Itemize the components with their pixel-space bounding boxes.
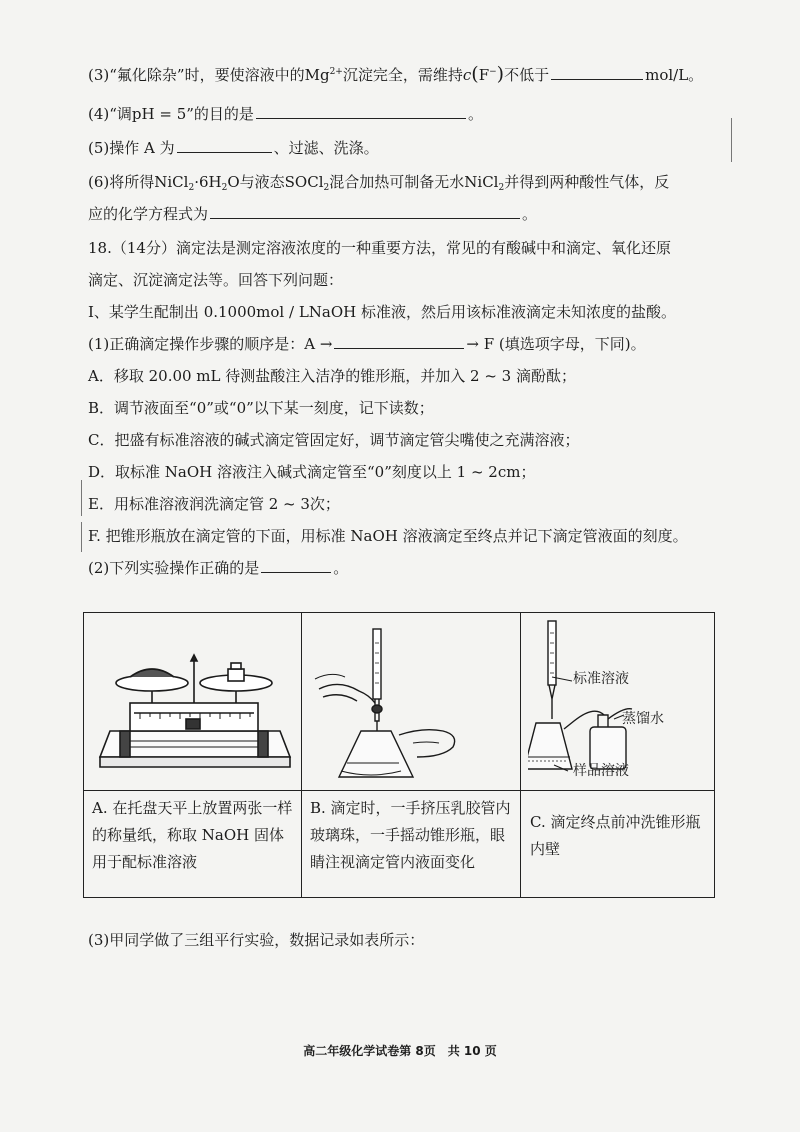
scan-mark [81,480,82,516]
label-distilled-water: 蒸馏水 [622,711,664,727]
step-f: F. 把锥形瓶放在滴定管的下面，用标准 NaOH 溶液滴定至终点并记下滴定管液面的刻度。 [88,527,688,545]
step-c: C．把盛有标准溶液的碱式滴定管固定好，调节滴定管尖嘴使之充满溶液； [88,431,580,449]
answer-blank[interactable] [210,204,520,219]
option-b-text: B. 滴定时，一手挤压乳胶管内玻璃珠，一手摇动锥形瓶，眼睛注视滴定管内液面变化 [310,799,511,871]
step-e: E．用标准溶液润洗滴定管 2 ~ 3次； [88,495,340,513]
q18-2-line: (2)下列实验操作正确的是 。 [88,559,349,577]
balance-image [90,627,295,785]
q18-intro-2: 滴定、沉淀滴定法等。回答下列问题： [88,271,344,289]
options-table [83,612,715,898]
q5-line: (5)操作 A 为 、过滤、洗涤。 [88,139,379,157]
titration-hands-image [309,623,514,785]
label-sample-solution: 样品溶液 [573,763,629,779]
q18-1-line: (1)正确滴定操作步骤的顺序是：A → → F (填选项字母，下同)。 [88,335,646,353]
q6-line2: 应的化学方程式为 。 [88,205,538,223]
answer-blank[interactable] [261,558,331,573]
q18-intro-1: 18.（14分）滴定法是测定溶液浓度的一种重要方法，常见的有酸碱中和滴定、氧化还原 [88,239,671,257]
page-footer: 高二年级化学试卷第 8页 共 10 页 [303,1044,497,1058]
answer-blank[interactable] [177,138,272,153]
step-d: D．取标准 NaOH 溶液注入碱式滴定管至“0”刻度以上 1 ~ 2cm； [88,463,536,481]
scan-mark [731,118,732,162]
answer-blank[interactable] [334,334,464,349]
scan-mark [81,522,82,552]
answer-blank[interactable] [551,65,643,80]
q6-line1: (6)将所得$NiCl_2\cdot 6H_2O$与液态SOCl$_2$混合加热可制备无水NiCl$_2$并得到两种酸性气体，反 [88,173,670,193]
option-c-text: C. 滴定终点前冲洗锥形瓶内壁 [530,813,701,858]
step-a: A．移取 20.00 mL 待测盐酸注入洁净的锥形瓶，并加入 2 ~ 3 滴酚酞； [88,367,576,385]
q18-3-line: (3)甲同学做了三组平行实验，数据记录如表所示： [88,931,425,949]
answer-blank[interactable] [256,104,466,119]
q3-line: (3)“氟化除杂”时，要使溶液中的$Mg^{2+}$沉淀完全，需维持c(F−)不低于 mol/L。 [88,63,704,85]
part1-text: I、某学生配制出 0.1000mol / LNaOH 标准液，然后用该标准液滴定未知浓度的盐酸。 [88,303,676,321]
label-standard-solution: 标准溶液 [573,671,629,687]
step-b: B．调节液面至“0”或“0”以下某一刻度，记下读数； [88,399,434,417]
titration-apparatus-image [528,619,708,787]
option-a-text: A. 在托盘天平上放置两张一样的称量纸，称取 NaOH 固体用于配标准溶液 [92,799,293,871]
q4-line: (4)“调pH = 5”的目的是 。 [88,105,483,123]
